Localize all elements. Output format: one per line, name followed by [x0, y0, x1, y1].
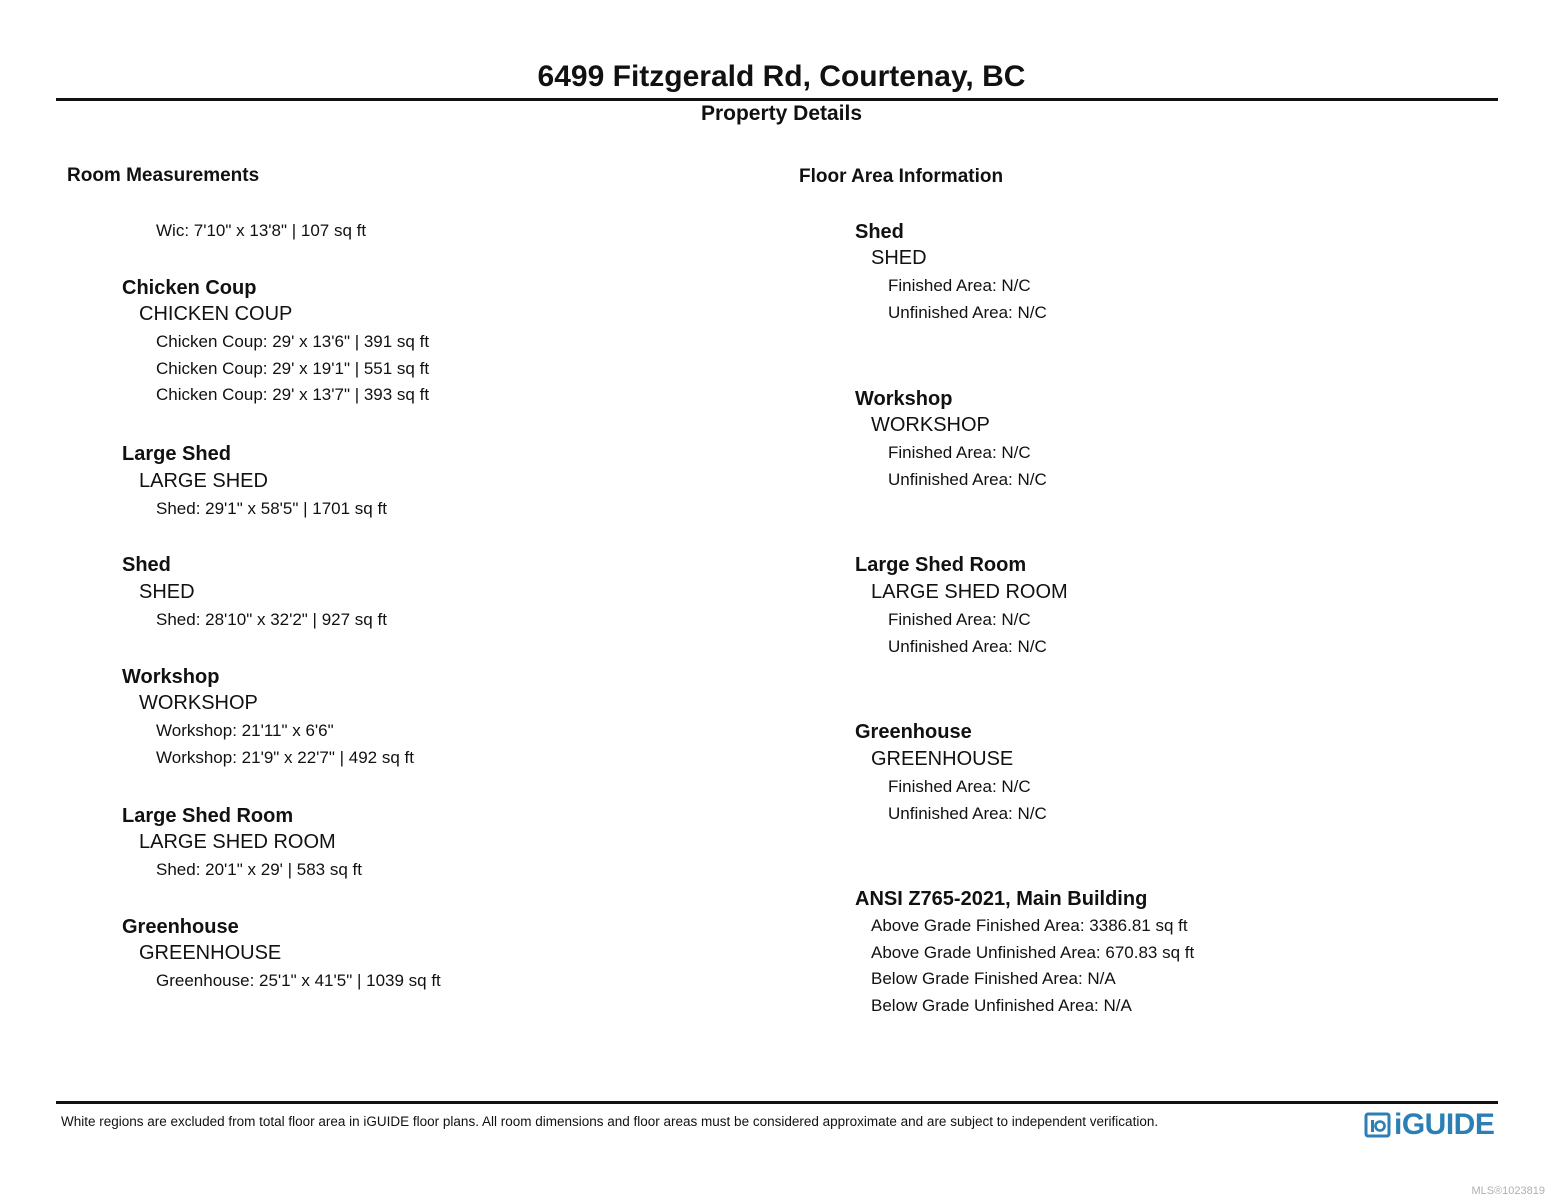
- ansi-line: Below Grade Finished Area: N/A: [871, 969, 1116, 988]
- floor-group-heading: Shed: [855, 221, 904, 243]
- room-detail: Chicken Coup: 29' x 19'1" | 551 sq ft: [156, 359, 430, 378]
- room-detail: Shed: 20'1" x 29' | 583 sq ft: [156, 860, 362, 879]
- unfinished-area: Unfinished Area: N/C: [888, 637, 1047, 656]
- page-subtitle: Property Details: [700, 102, 863, 125]
- floor-group-heading: Large Shed Room: [855, 554, 1027, 576]
- unfinished-area: Unfinished Area: N/C: [888, 804, 1047, 823]
- floor-type: WORKSHOP: [871, 414, 990, 436]
- ansi-line: Above Grade Unfinished Area: 670.83 sq ft: [871, 943, 1195, 962]
- floor-type: GREENHOUSE: [871, 748, 1014, 770]
- room-group-heading: Greenhouse: [122, 916, 239, 938]
- finished-area: Finished Area: N/C: [888, 777, 1031, 796]
- room-detail: Wic: 7'10" x 13'8" | 107 sq ft: [156, 221, 367, 240]
- room-group-heading: Large Shed: [122, 443, 231, 465]
- room-detail: Chicken Coup: 29' x 13'7" | 393 sq ft: [156, 385, 430, 404]
- page-title: 6499 Fitzgerald Rd, Courtenay, BC: [537, 60, 1026, 93]
- ansi-line: Above Grade Finished Area: 3386.81 sq ft: [871, 916, 1188, 935]
- finished-area: Finished Area: N/C: [888, 443, 1031, 462]
- finished-area: Finished Area: N/C: [888, 276, 1031, 295]
- room-measurements-heading: Room Measurements: [67, 165, 260, 186]
- room-type: GREENHOUSE: [139, 942, 282, 964]
- floor-group-heading: Workshop: [855, 388, 953, 410]
- room-group-heading: Chicken Coup: [122, 277, 257, 299]
- unfinished-area: Unfinished Area: N/C: [888, 470, 1047, 489]
- room-type: SHED: [139, 581, 195, 603]
- floor-area-heading: Floor Area Information: [799, 166, 1004, 187]
- mls-watermark: MLS®1023819: [1471, 1185, 1545, 1197]
- room-type: WORKSHOP: [139, 692, 258, 714]
- room-detail: Workshop: 21'9" x 22'7" | 492 sq ft: [156, 748, 414, 767]
- room-detail: Shed: 29'1" x 58'5" | 1701 sq ft: [156, 499, 387, 518]
- floor-group-heading: Greenhouse: [855, 721, 972, 743]
- room-detail: Workshop: 21'11" x 6'6": [156, 721, 334, 740]
- footer-divider: [56, 1101, 1498, 1104]
- finished-area: Finished Area: N/C: [888, 610, 1031, 629]
- iguide-logo: [1364, 1108, 1494, 1142]
- floor-type: LARGE SHED ROOM: [871, 581, 1068, 603]
- room-group-heading: Shed: [122, 554, 171, 576]
- room-detail: Greenhouse: 25'1" x 41'5" | 1039 sq ft: [156, 971, 441, 990]
- unfinished-area: Unfinished Area: N/C: [888, 303, 1047, 322]
- iguide-logo-icon: [1364, 1111, 1392, 1139]
- footer-note: White regions are excluded from total floor area in iGUIDE floor plans. All room dimensions and floor areas must be considered approximate and are subject to independent verification.: [61, 1114, 1159, 1129]
- room-type: CHICKEN COUP: [139, 303, 293, 325]
- room-detail: Chicken Coup: 29' x 13'6" | 391 sq ft: [156, 332, 430, 351]
- room-detail: Shed: 28'10" x 32'2" | 927 sq ft: [156, 610, 387, 629]
- iguide-logo-text: iGUIDE: [1394, 1108, 1495, 1141]
- ansi-line: Below Grade Unfinished Area: N/A: [871, 996, 1132, 1015]
- ansi-heading: ANSI Z765-2021, Main Building: [855, 888, 1148, 910]
- room-type: LARGE SHED: [139, 470, 268, 492]
- floor-type: SHED: [871, 247, 927, 269]
- room-group-heading: Workshop: [122, 666, 220, 688]
- room-type: LARGE SHED ROOM: [139, 831, 336, 853]
- room-group-heading: Large Shed Room: [122, 805, 294, 827]
